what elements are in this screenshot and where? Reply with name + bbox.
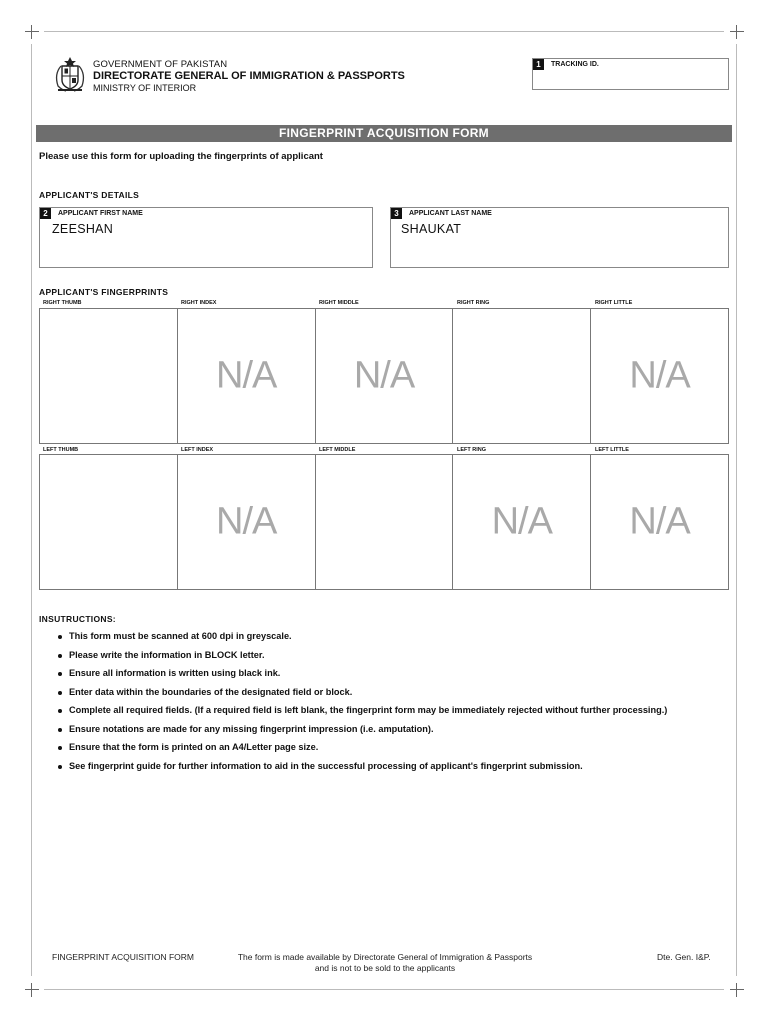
fp-box-left-little[interactable] bbox=[591, 455, 728, 589]
first-name-value: ZEESHAN bbox=[52, 222, 114, 236]
last-name-field[interactable] bbox=[390, 207, 729, 268]
crop-mark-bottom-right bbox=[730, 983, 744, 997]
instruction-item: Ensure notations are made for any missing fingerprint impression (i.e. amputation). bbox=[57, 724, 667, 743]
directorate-line: DIRECTORATE GENERAL OF IMMIGRATION & PASSPORTS bbox=[93, 70, 405, 82]
tracking-id-field[interactable] bbox=[532, 58, 729, 90]
fp-mark: N/A bbox=[629, 354, 690, 397]
instructions-list bbox=[57, 631, 667, 779]
instruction-item: Enter data within the boundaries of the designated field or block. bbox=[57, 687, 667, 706]
frame-top-line bbox=[44, 31, 724, 32]
government-line: GOVERNMENT OF PAKISTAN bbox=[93, 59, 228, 70]
instruction-item: This form must be scanned at 600 dpi in greyscale. bbox=[57, 631, 667, 650]
fp-label-left-index: LEFT INDEX bbox=[181, 447, 214, 453]
field-number-badge: 3 bbox=[391, 208, 402, 219]
frame-right-line bbox=[736, 44, 737, 976]
fp-mark: N/A bbox=[216, 354, 277, 397]
ministry-line: MINISTRY OF INTERIOR bbox=[93, 83, 197, 93]
field-number-badge: 1 bbox=[533, 59, 544, 70]
first-name-field[interactable] bbox=[39, 207, 373, 268]
fp-box-left-ring[interactable] bbox=[453, 455, 591, 589]
footer-notice-line2: and is not to be sold to the applicants bbox=[314, 963, 456, 973]
fp-box-right-index[interactable] bbox=[178, 309, 316, 443]
crop-mark-top-right bbox=[730, 25, 744, 39]
footer-notice bbox=[230, 952, 540, 974]
instructions-heading: INSUTRUCTIONS: bbox=[39, 614, 116, 624]
fp-mark: N/A bbox=[216, 500, 277, 543]
fp-box-right-middle[interactable] bbox=[316, 309, 454, 443]
fp-label-right-middle: RIGHT MIDDLE bbox=[319, 300, 359, 306]
intro-text: Please use this form for uploading the fingerprints of applicant bbox=[39, 151, 323, 162]
instruction-item: Ensure all information is written using black ink. bbox=[57, 668, 667, 687]
form-title-banner: FINGERPRINT ACQUISITION FORM bbox=[36, 125, 732, 142]
left-hand-fingerprint-row bbox=[39, 454, 729, 590]
fp-label-left-ring: LEFT RING bbox=[457, 447, 487, 453]
instruction-item: See fingerprint guide for further information to aid in the successful processing of applicant's fingerprint submission. bbox=[57, 761, 667, 780]
footer-department-abbrev: Dte. Gen. I&P. bbox=[657, 952, 711, 962]
fp-mark: N/A bbox=[629, 500, 690, 543]
applicant-details-heading: APPLICANT'S DETAILS bbox=[39, 190, 140, 200]
fp-label-left-little: LEFT LITTLE bbox=[595, 447, 629, 453]
instruction-item: Ensure that the form is printed on an A4/Letter page size. bbox=[57, 742, 667, 761]
fp-box-right-little[interactable] bbox=[591, 309, 728, 443]
fp-box-right-thumb[interactable] bbox=[40, 309, 178, 443]
first-name-label: APPLICANT FIRST NAME bbox=[58, 210, 143, 217]
fp-label-left-middle: LEFT MIDDLE bbox=[319, 447, 356, 453]
fp-box-left-thumb[interactable] bbox=[40, 455, 178, 589]
crop-mark-top-left bbox=[25, 25, 39, 39]
last-name-label: APPLICANT LAST NAME bbox=[409, 210, 492, 217]
tracking-id-label: TRACKING ID. bbox=[551, 61, 599, 68]
fp-label-right-index: RIGHT INDEX bbox=[181, 300, 217, 306]
state-emblem-icon bbox=[52, 54, 88, 94]
fp-mark: N/A bbox=[491, 500, 552, 543]
field-number-badge: 2 bbox=[40, 208, 51, 219]
fp-box-left-index[interactable] bbox=[178, 455, 316, 589]
instruction-item: Complete all required fields. (If a required field is left blank, the fingerprint form may be immediately rejected without further processing.) bbox=[57, 705, 667, 724]
instruction-item: Please write the information in BLOCK letter. bbox=[57, 650, 667, 669]
fp-box-right-ring[interactable] bbox=[453, 309, 591, 443]
frame-left-line bbox=[31, 44, 32, 976]
fp-label-right-thumb: RIGHT THUMB bbox=[43, 300, 82, 306]
right-hand-fingerprint-row bbox=[39, 308, 729, 444]
fingerprints-heading: APPLICANT'S FINGERPRINTS bbox=[39, 287, 169, 297]
fp-mark: N/A bbox=[353, 354, 415, 397]
fp-label-right-little: RIGHT LITTLE bbox=[595, 300, 633, 306]
fp-label-left-thumb: LEFT THUMB bbox=[43, 447, 79, 453]
frame-bottom-line bbox=[44, 989, 724, 990]
footer-form-name: FINGERPRINT ACQUISITION FORM bbox=[52, 952, 194, 962]
last-name-value: SHAUKAT bbox=[401, 222, 462, 236]
fp-label-right-ring: RIGHT RING bbox=[457, 300, 490, 306]
crop-mark-bottom-left bbox=[25, 983, 39, 997]
fp-box-left-middle[interactable] bbox=[316, 455, 454, 589]
footer-notice-line1: The form is made available by Directorate General of Immigration & Passports bbox=[237, 952, 533, 962]
